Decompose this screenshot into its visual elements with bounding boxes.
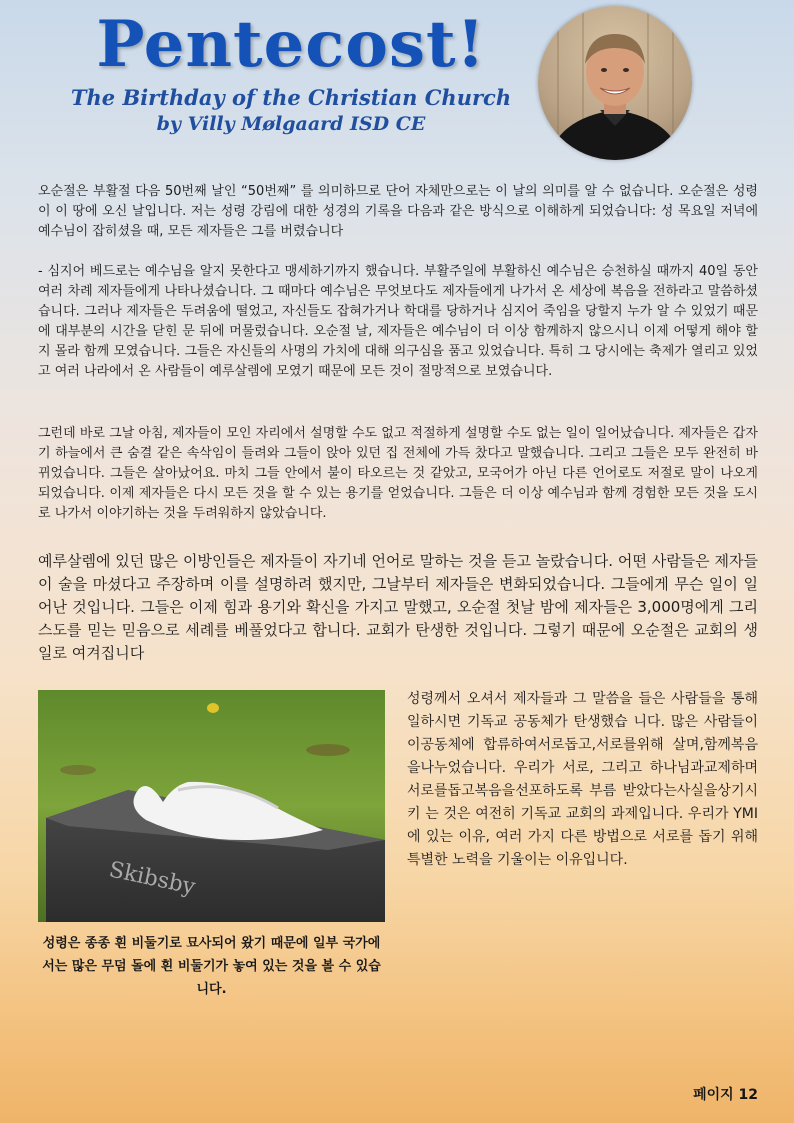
- page-subtitle: The Birthday of the Christian Church: [70, 85, 512, 110]
- dove-photo-illustration: [38, 690, 385, 922]
- intro-paragraph: 오순절은 부활절 다음 50번째 날인 “50번째” 를 의미하므로 단어 자체만으로는 이 날의 의미를 알 수 없습니다. 오순절은 성령이 이 땅에 오신 날입니다. 저는 성령 강림에 대한 성경의 기록을 다음과 같은 방식으로 이해하게 되었습니다: 성 목요일 저녁에 예수님이 잡히셨을 때, 모든 제자들은 그를 버렸습니다: [38, 184, 758, 239]
- author-byline: by Villy Mølgaard ISD CE: [156, 113, 426, 135]
- pentecost-morning-paragraph: 그런데 바로 그날 아침, 제자들이 모인 자리에서 설명할 수도 없고 적절하게 설명할 수도 없는 일이 일어났습니다. 제자들은 갑자기 하늘에서 큰 숨결 같은 속삭임이 들려와 그들이 앉아 있던 집 전체에 가득 찼다고 말했습니다. 그리고 그들은 모두 완전히 바뀌었습니다. 그들은 살아났어요. 마치 그들 안에서 불이 타오르는 것 같았고, 모국어가 아닌 다른 언어로도 저절로 말이 나오게 되었습니다. 이제 제자들은 다시 모든 것을 할 수 있는 용기를 얻었습니다. 그들은 더 이상 예수님과 함께 경험한 모든 것을 도시로 나가서 이야기하는 것을 두려워하지 않았습니다.: [38, 426, 758, 521]
- christian-community-paragraph: 성령께서 오셔서 제자들과 그 말씀을 들은 사람들을 통해 일하시면 기독교 공동체가 탄생했습 니다. 많은 사람들이이공동체에 합류하여서로돕고,서로를위해 살며,함께복음을나누었습니다. 우리가 서로, 그리고 하나님과교제하며서로를돕고복음을선포하도록 부름 받았다는사실을상기시키 는 것은 여전히 기독교 교회의 과제입니다. 우리가 YMI에 있는 이유, 여러 가지 다른 방법으로 서로를 돕기 위해 특별한 노력을 기울이는 이유입니다.: [407, 691, 758, 868]
- photo-caption: 성령은 종종 흰 비둘기로 묘사되어 왔기 때문에 일부 국가에서는 많은 무덤 돌에 흰 비둘기가 놓여 있는 것을 볼 수 있습니다.: [42, 936, 381, 997]
- author-portrait: [538, 6, 692, 160]
- disciples-fear-paragraph: - 심지어 베드로는 예수님을 알지 못한다고 맹세하기까지 했습니다. 부활주일에 부활하신 예수님은 승천하실 때까지 40일 동안 여러 차례 제자들에게 나타나셨습니다. 그 때마다 예수님은 무엇보다도 제자들에게 나가서 온 세상에 복음을 전하라고 말씀하셨습니다. 그러나 제자들은 두려움에 떨었고, 자신들도 잡혀가거나 학대를 당하거나 심지어 죽임을 당할지 누가 알 수 있었기 때문에 대부분의 시간을 닫힌 문 뒤에 머물렀습니다. 오순절 날, 제자들은 예수님이 더 이상 함께하지 않으시니 이제 어떻게 해야 할지 몰라 함께 모였습니다. 그들은 자신들의 사명의 가치에 대해 의구심을 품고 있었습니다. 특히 그 당시에는 축제가 열리고 있었고 여러 나라에서 온 사람들이 예루살렘에 모였기 때문에 모든 것이 절망적으로 보였습니다.: [38, 264, 758, 379]
- page-number: 페이지 12: [693, 1087, 758, 1103]
- page-title: Pentecost!: [96, 7, 486, 82]
- gravestone-inscription: Skibsby: [106, 857, 198, 901]
- dove-gravestone-photo: [38, 690, 385, 922]
- portrait-illustration: [538, 6, 692, 160]
- church-birthday-paragraph: 예루살렘에 있던 많은 이방인들은 제자들이 자기네 언어로 말하는 것을 듣고 놀랐습니다. 어떤 사람들은 제자들이 술을 마셨다고 주장하며 이를 설명하려 했지만, 그날부터 제자들은 변화되었습니다. 그들에게 무슨 일이 일어난 것입니다. 그들은 이제 힘과 용기와 확신을 가지고 말했고, 오순절 첫날 밤에 제자들은 3,000명에게 그리스도를 믿는 믿음으로 세례를 베풀었다고 합니다. 교회가 탄생한 것입니다. 그렇기 때문에 오순절은 교회의 생일로 여겨집니다: [38, 552, 758, 662]
